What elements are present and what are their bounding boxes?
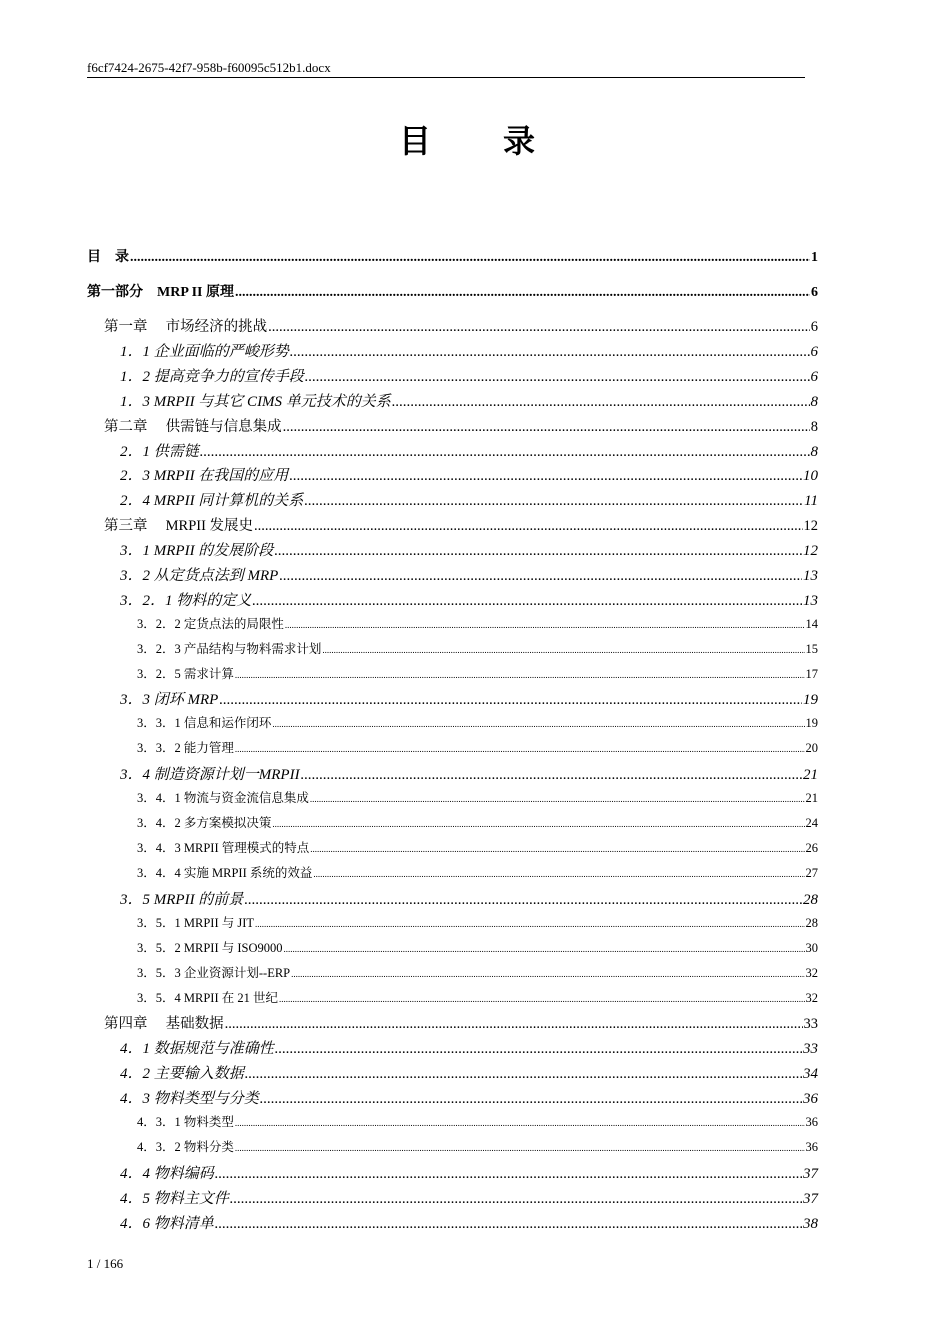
toc-dot-leader xyxy=(235,741,805,756)
toc-entry[interactable] xyxy=(137,813,818,831)
toc-entry[interactable] xyxy=(120,763,818,784)
toc-entry[interactable] xyxy=(120,1062,818,1083)
toc-entry-page: 15 xyxy=(805,642,818,656)
toc-entry-label: 1．2 提高竞争力的宣传手段 xyxy=(120,369,304,385)
toc-entry-label: 3．4 制造资源计划一MRPII xyxy=(120,767,300,783)
toc-entry-label: 3．4．2 多方案模拟决策 xyxy=(137,816,272,830)
toc-dot-leader xyxy=(301,767,802,784)
toc-entry-label: 第二章 供需链与信息集成 xyxy=(104,419,282,435)
toc-entry-label: 3．4．3 MRPII 管理模式的特点 xyxy=(137,841,310,855)
toc-dot-leader xyxy=(235,285,810,301)
toc-entry-label: 3．2．5 需求计算 xyxy=(137,667,234,681)
toc-entry-label: 3．5．3 企业资源计划--ERP xyxy=(137,966,291,980)
toc-entry-label: 4．4 物料编码 xyxy=(120,1166,214,1182)
toc-entry[interactable] xyxy=(120,340,818,361)
toc-entry-label: 3．3．1 信息和运作闭环 xyxy=(137,716,272,730)
toc-entry-label: 第三章 MRPII 发展史 xyxy=(104,518,254,534)
toc-entry[interactable] xyxy=(87,246,818,266)
toc-entry[interactable] xyxy=(137,1112,818,1130)
toc-entry[interactable] xyxy=(104,514,818,535)
toc-dot-leader xyxy=(283,419,810,436)
toc-entry-label: 3．5．4 MRPII 在 21 世纪 xyxy=(137,991,278,1005)
toc-entry-label: 4．5 物料主文件 xyxy=(120,1191,229,1207)
toc-entry-page: 11 xyxy=(804,493,818,509)
toc-entry-page: 19 xyxy=(805,716,818,730)
toc-entry-page: 21 xyxy=(805,791,818,805)
toc-dot-leader xyxy=(245,1066,802,1083)
toc-entry[interactable] xyxy=(120,564,818,585)
toc-dot-leader xyxy=(219,692,802,709)
toc-entry[interactable] xyxy=(120,539,818,560)
toc-entry-page: 6 xyxy=(810,319,818,335)
toc-dot-leader xyxy=(279,991,805,1006)
toc-entry-page: 6 xyxy=(810,344,818,360)
toc-entry-page: 32 xyxy=(805,991,818,1005)
toc-entry-page: 13 xyxy=(803,568,818,584)
toc-dot-leader xyxy=(254,518,802,535)
toc-dot-leader xyxy=(225,1016,803,1033)
toc-entry-page: 8 xyxy=(810,419,818,435)
toc-dot-leader xyxy=(284,941,805,956)
toc-entry-page: 8 xyxy=(810,394,818,410)
toc-dot-leader xyxy=(244,892,802,909)
toc-entry-page: 32 xyxy=(805,966,818,980)
toc-entry-label: 4．2 主要输入数据 xyxy=(120,1066,244,1082)
toc-dot-leader xyxy=(230,1191,802,1208)
toc-dot-leader xyxy=(290,344,810,361)
toc-entry[interactable] xyxy=(137,913,818,931)
toc-entry-page: 34 xyxy=(803,1066,818,1082)
toc-entry[interactable] xyxy=(120,1162,818,1183)
toc-entry-page: 37 xyxy=(803,1191,818,1207)
toc-entry-page: 10 xyxy=(803,468,818,484)
toc-entry-page: 8 xyxy=(810,444,818,460)
toc-entry[interactable] xyxy=(104,315,818,336)
toc-entry-page: 14 xyxy=(805,617,818,631)
toc-entry-page: 36 xyxy=(805,1140,818,1154)
toc-entry-page: 38 xyxy=(803,1216,818,1232)
toc-dot-leader xyxy=(313,866,804,881)
toc-entry-label: 3．1 MRPII 的发展阶段 xyxy=(120,543,274,559)
toc-entry[interactable] xyxy=(120,489,818,510)
toc-dot-leader xyxy=(305,369,810,386)
toc-dot-leader xyxy=(274,543,802,560)
toc-dot-leader xyxy=(392,394,810,411)
toc-entry[interactable] xyxy=(120,688,818,709)
toc-dot-leader xyxy=(260,1091,802,1108)
header-rule xyxy=(87,77,805,78)
toc-entry-page: 26 xyxy=(805,841,818,855)
toc-entry[interactable] xyxy=(120,1087,818,1108)
toc-entry-page: 17 xyxy=(805,667,818,681)
toc-entry[interactable] xyxy=(137,738,818,756)
toc-entry-page: 37 xyxy=(803,1166,818,1182)
toc-entry-page: 12 xyxy=(803,543,818,559)
toc-entry-page: 13 xyxy=(803,593,818,609)
toc-entry-page: 20 xyxy=(805,741,818,755)
toc-entry-label: 3．5．1 MRPII 与 JIT xyxy=(137,916,255,930)
toc-entry-page: 1 xyxy=(811,250,818,265)
toc-dot-leader xyxy=(310,841,804,856)
toc-entry[interactable] xyxy=(104,415,818,436)
toc-entry[interactable] xyxy=(137,664,818,682)
toc-dot-leader xyxy=(235,1115,805,1130)
toc-entry-label: 4．3．1 物料类型 xyxy=(137,1115,234,1129)
toc-entry-label: 第四章 基础数据 xyxy=(104,1016,224,1032)
toc-entry-label: 3．2．3 产品结构与物料需求计划 xyxy=(137,642,322,656)
toc-entry-label: 3．2．1 物料的定义 xyxy=(120,593,252,609)
toc-dot-leader xyxy=(304,493,803,510)
toc-entry-page: 33 xyxy=(803,1041,818,1057)
toc-entry-label: 2．3 MRPII 在我国的应用 xyxy=(120,468,289,484)
toc-dot-leader xyxy=(272,816,804,831)
toc-dot-leader xyxy=(289,468,802,485)
toc-entry-label: 3．5 MRPII 的前景 xyxy=(120,892,244,908)
toc-entry-label: 4．3 物料类型与分类 xyxy=(120,1091,259,1107)
toc-entry-page: 27 xyxy=(805,866,818,880)
toc-entry-label: 2．4 MRPII 同计算机的关系 xyxy=(120,493,304,509)
toc-dot-leader xyxy=(235,667,805,682)
page-title: 目 录 xyxy=(398,123,567,159)
toc-entry[interactable] xyxy=(137,713,818,731)
toc-entry[interactable] xyxy=(120,1037,818,1058)
toc-entry[interactable] xyxy=(120,390,818,411)
toc-entry-label: 目 录 xyxy=(87,250,129,265)
toc-dot-leader xyxy=(215,1166,802,1183)
toc-entry-page: 30 xyxy=(805,941,818,955)
toc-entry[interactable] xyxy=(137,963,818,981)
toc-entry-label: 2．1 供需链 xyxy=(120,444,199,460)
toc-entry-page: 28 xyxy=(803,892,818,908)
toc-entry-page: 12 xyxy=(803,518,818,534)
toc-entry-label: 3．2．2 定货点法的局限性 xyxy=(137,617,284,631)
toc-entry[interactable] xyxy=(137,614,818,632)
toc-dot-leader xyxy=(285,617,805,632)
toc-dot-leader xyxy=(272,716,804,731)
toc-dot-leader xyxy=(215,1216,802,1233)
toc-dot-leader xyxy=(275,1041,802,1058)
toc-entry[interactable] xyxy=(137,1137,818,1155)
toc-entry[interactable] xyxy=(120,464,818,485)
toc-entry[interactable] xyxy=(120,365,818,386)
toc-entry-page: 19 xyxy=(803,692,818,708)
toc-entry[interactable] xyxy=(120,1187,818,1208)
toc-entry-label: 3．3．2 能力管理 xyxy=(137,741,234,755)
toc-entry-label: 3．5．2 MRPII 与 ISO9000 xyxy=(137,941,283,955)
toc-entry[interactable] xyxy=(137,938,818,956)
page-number: 1 / 166 xyxy=(87,1256,124,1271)
toc-entry[interactable] xyxy=(137,863,818,881)
toc-dot-leader xyxy=(235,1140,805,1155)
toc-dot-leader xyxy=(268,319,810,336)
toc-entry-page: 6 xyxy=(811,285,818,300)
toc-dot-leader xyxy=(291,966,804,981)
toc-dot-leader xyxy=(130,250,810,266)
toc-entry-page: 24 xyxy=(805,816,818,830)
toc-entry[interactable] xyxy=(137,639,818,657)
toc-entry[interactable] xyxy=(87,281,818,301)
toc-dot-leader xyxy=(279,568,802,585)
toc-entry-label: 第一章 市场经济的挑战 xyxy=(104,319,268,335)
toc-entry-page: 36 xyxy=(805,1115,818,1129)
toc-entry[interactable] xyxy=(120,1212,818,1233)
toc-dot-leader xyxy=(255,916,804,931)
toc-entry-label: 1．3 MRPII 与其它 CIMS 单元技术的关系 xyxy=(120,394,391,410)
toc-entry[interactable] xyxy=(120,888,818,909)
toc-entry-label: 4．3．2 物料分类 xyxy=(137,1140,234,1154)
toc-entry-page: 21 xyxy=(803,767,818,783)
header-filename: f6cf7424-2675-42f7-958b-f60095c512b1.docx xyxy=(87,60,331,75)
toc-entry[interactable] xyxy=(137,788,818,806)
toc-entry[interactable] xyxy=(120,589,818,610)
toc-entry-label: 第一部分 MRP II 原理 xyxy=(87,285,234,300)
toc-entry-label: 3．4．4 实施 MRPII 系统的效益 xyxy=(137,866,313,880)
toc-entry[interactable] xyxy=(137,838,818,856)
toc-dot-leader xyxy=(322,642,804,657)
toc-dot-leader xyxy=(200,444,810,461)
toc-entry-page: 6 xyxy=(810,369,818,385)
toc-entry-page: 36 xyxy=(803,1091,818,1107)
toc-entry[interactable] xyxy=(120,440,818,461)
toc-entry-label: 1．1 企业面临的严峻形势 xyxy=(120,344,289,360)
toc-entry[interactable] xyxy=(137,988,818,1006)
toc-entry-page: 33 xyxy=(803,1016,818,1032)
toc-dot-leader xyxy=(252,593,802,610)
toc-entry-label: 4．6 物料清单 xyxy=(120,1216,214,1232)
toc-entry-label: 3．4．1 物流与资金流信息集成 xyxy=(137,791,309,805)
toc-entry-page: 28 xyxy=(805,916,818,930)
toc-entry-label: 4．1 数据规范与准确性 xyxy=(120,1041,274,1057)
toc-entry-label: 3．2 从定货点法到 MRP xyxy=(120,568,279,584)
toc-entry[interactable] xyxy=(104,1012,818,1033)
toc-dot-leader xyxy=(310,791,805,806)
toc-entry-label: 3．3 闭环 MRP xyxy=(120,692,219,708)
